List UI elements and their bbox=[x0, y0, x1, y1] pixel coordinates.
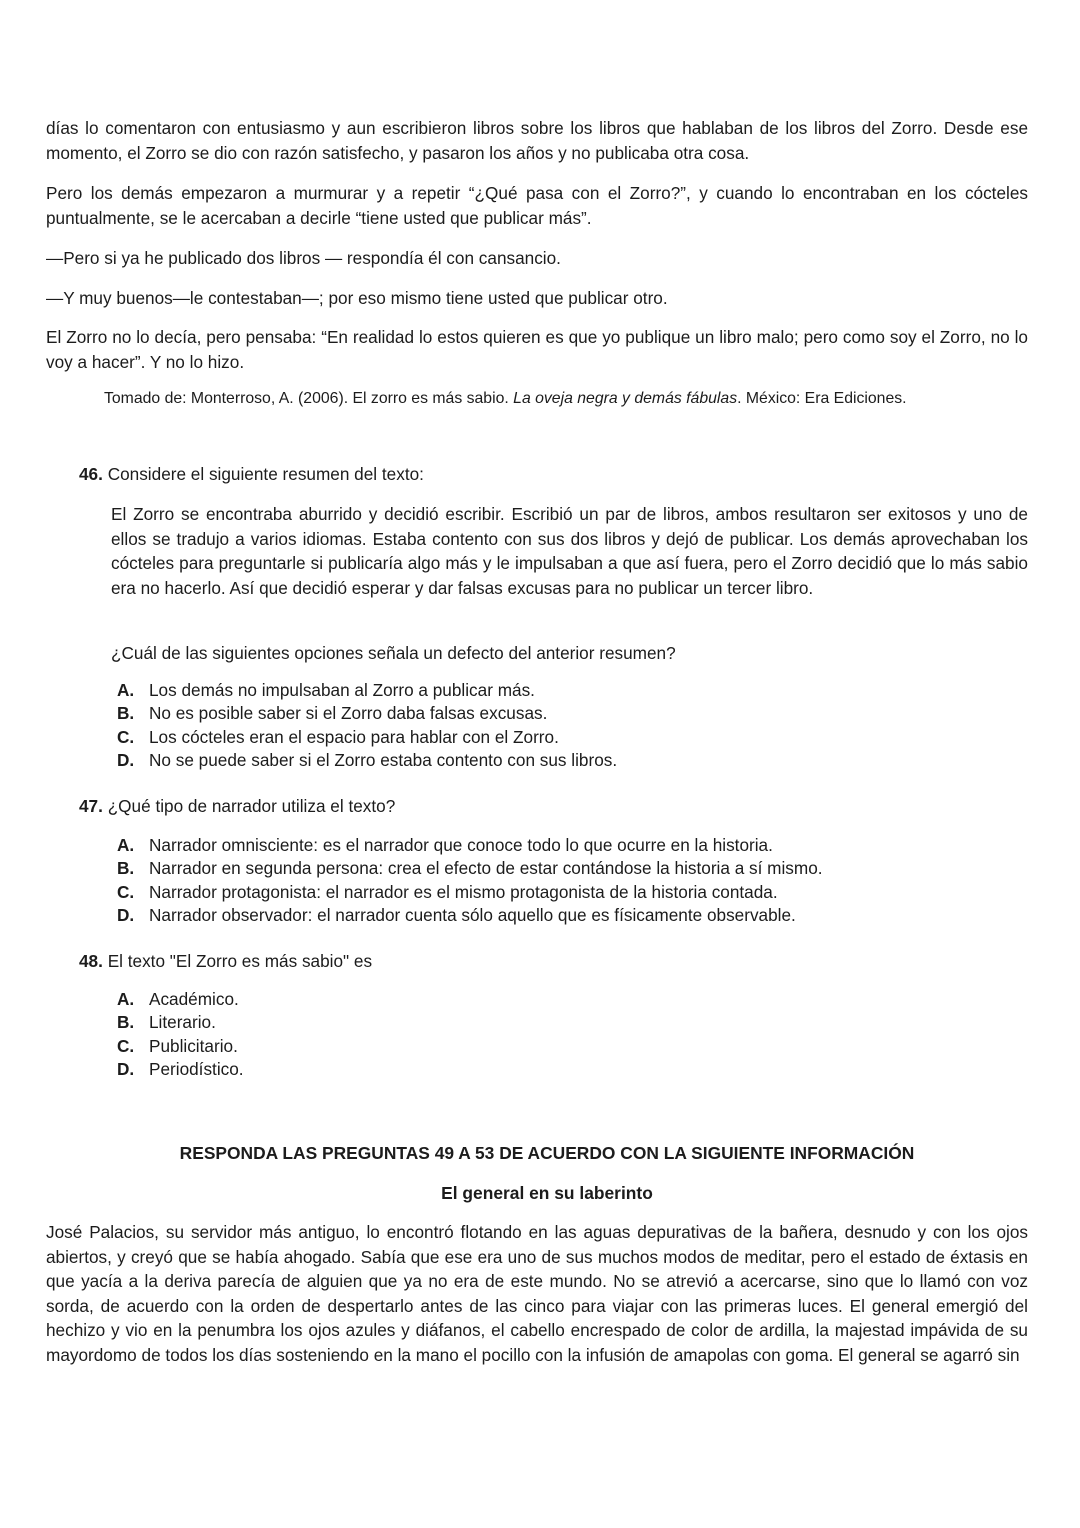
option-letter: C. bbox=[117, 881, 135, 902]
option-text: Literario. bbox=[149, 1012, 216, 1033]
option-text: Publicitario. bbox=[149, 1035, 238, 1056]
question-text: ¿Qué tipo de narrador utiliza el texto? bbox=[107, 796, 396, 816]
option-text: Los cócteles eran el espacio para hablar con el Zorro. bbox=[149, 726, 559, 747]
option-letter: A. bbox=[117, 989, 135, 1009]
option-b[interactable] bbox=[117, 857, 1017, 880]
option-text: No se puede saber si el Zorro estaba contento con sus libros. bbox=[149, 749, 618, 770]
question-number: 47. bbox=[79, 796, 103, 816]
option-letter: B. bbox=[117, 703, 135, 724]
option-c[interactable] bbox=[117, 726, 1017, 749]
question-47-stem bbox=[79, 794, 1029, 818]
story-paragraph-2: Pero los demás empezaron a murmurar y a repetir “¿Qué pasa con el Zorro?”, y cuando lo encontraban en los cócteles puntualmente, se le acercaban a decirle “tiene usted que publicar más”. bbox=[46, 183, 1028, 228]
option-text: Narrador protagonista: el narrador es el mismo protagonista de la historia contada. bbox=[149, 881, 778, 902]
question-48-stem bbox=[79, 949, 1029, 973]
passage-title: El general en su laberinto bbox=[441, 1183, 653, 1203]
option-text: Periodístico. bbox=[149, 1058, 244, 1079]
question-46-summary: El Zorro se encontraba aburrido y decidió escribir. Escribió un par de libros, ambos resultaron ser exitosos y uno de ellos se tradujo a varios idiomas. Estaba contento con sus dos libros y dejó de publicar. Los demás aprovechaban los cócteles para preguntarle si publicaría algo más y le impulsaban a que así fuera, pero el Zorro decidió que lo más sabio era no hacerlo. Así que decidió esperar y dar falsas excusas para no publicar un tercer libro. bbox=[111, 504, 1028, 598]
option-letter: C. bbox=[117, 1035, 135, 1056]
question-number: 48. bbox=[79, 951, 103, 971]
question-text: Considere el siguiente resumen del texto: bbox=[107, 464, 424, 484]
story-paragraph-final: El Zorro no lo decía, pero pensaba: “En realidad lo estos quieren es que yo publique un libro malo; pero como soy el Zorro, no lo voy a hacer”. Y no lo hizo. bbox=[46, 327, 1028, 372]
story-dialogue-1: —Pero si ya he publicado dos libros — respondía él con cansancio. bbox=[46, 248, 561, 268]
section-instructions-heading: RESPONDA LAS PREGUNTAS 49 A 53 DE ACUERDO CON LA SIGUIENTE INFORMACIÓN bbox=[179, 1143, 915, 1163]
question-48-options bbox=[117, 988, 1017, 1081]
option-c[interactable] bbox=[117, 881, 1017, 904]
citation-suffix: . México: Era Ediciones. bbox=[737, 390, 907, 407]
option-letter: C. bbox=[117, 726, 135, 747]
option-a[interactable] bbox=[117, 988, 1017, 1011]
story-paragraph-1: días lo comentaron con entusiasmo y aun escribieron libros sobre los libros que hablaban de los libros del Zorro. Desde ese momento, el Zorro se dio con razón satisfecho, y pasaron los años y no publicaba otra cosa. bbox=[46, 118, 1028, 163]
option-a[interactable] bbox=[117, 679, 1017, 702]
option-text: Los demás no impulsaban al Zorro a publicar más. bbox=[149, 680, 535, 700]
option-text: No es posible saber si el Zorro daba falsas excusas. bbox=[149, 703, 548, 724]
option-letter: B. bbox=[117, 1012, 135, 1033]
passage-paragraph: José Palacios, su servidor más antiguo, lo encontró flotando en las aguas depurativas de la bañera, desnudo y con los ojos abiertos, y creyó que se había ahogado. Sabía que ese era uno de sus muchos modos de meditar, pero el estado de éxtasis en que yacía a la deriva parecía de alguien que ya no era de este mundo. No se atrevió a acercarse, sino que lo llamó con voz sorda, de acuerdo con la orden de despertarlo antes de las cinco para viajar con las primeras luces. El general emergió del hechizo y vio en la penumbra los ojos azules y diáfanos, el cabello encrespado de color de ardilla, la majestad impávida de su mayordomo de todos los días sosteniendo en la mano el pocillo con la infusión de amapolas con goma. El general se agarró sin bbox=[46, 1222, 1028, 1365]
citation-prefix: Tomado de: Monterroso, A. (2006). El zorro es más sabio. bbox=[104, 390, 514, 407]
option-text: Narrador observador: el narrador cuenta sólo aquello que es físicamente observable. bbox=[149, 904, 796, 925]
question-number: 46. bbox=[79, 464, 103, 484]
question-46-stem bbox=[79, 462, 1029, 486]
story-dialogue-2: —Y muy buenos—le contestaban—; por eso mismo tiene usted que publicar otro. bbox=[46, 288, 668, 308]
option-letter: A. bbox=[117, 680, 135, 700]
option-text: Narrador omnisciente: es el narrador que conoce todo lo que ocurre en la historia. bbox=[149, 835, 773, 855]
question-46-options bbox=[117, 679, 1017, 772]
option-letter: D. bbox=[117, 904, 135, 925]
option-letter: D. bbox=[117, 1058, 135, 1079]
option-d[interactable] bbox=[117, 904, 1017, 927]
option-d[interactable] bbox=[117, 1058, 1017, 1081]
option-d[interactable] bbox=[117, 749, 1017, 772]
question-47-options bbox=[117, 834, 1017, 927]
option-b[interactable] bbox=[117, 1011, 1017, 1034]
option-a[interactable] bbox=[117, 834, 1017, 857]
citation-book-title: La oveja negra y demás fábulas bbox=[513, 390, 738, 407]
option-letter: B. bbox=[117, 858, 135, 879]
option-letter: A. bbox=[117, 835, 135, 855]
option-text: Académico. bbox=[149, 989, 239, 1009]
question-text: El texto "El Zorro es más sabio" es bbox=[107, 951, 373, 971]
option-letter: D. bbox=[117, 749, 135, 770]
option-text: Narrador en segunda persona: crea el efecto de estar contándose la historia a sí mismo. bbox=[149, 858, 823, 879]
option-c[interactable] bbox=[117, 1035, 1017, 1058]
question-46-prompt: ¿Cuál de las siguientes opciones señala un defecto del anterior resumen? bbox=[111, 643, 676, 663]
citation bbox=[104, 388, 1028, 410]
option-b[interactable] bbox=[117, 702, 1017, 725]
